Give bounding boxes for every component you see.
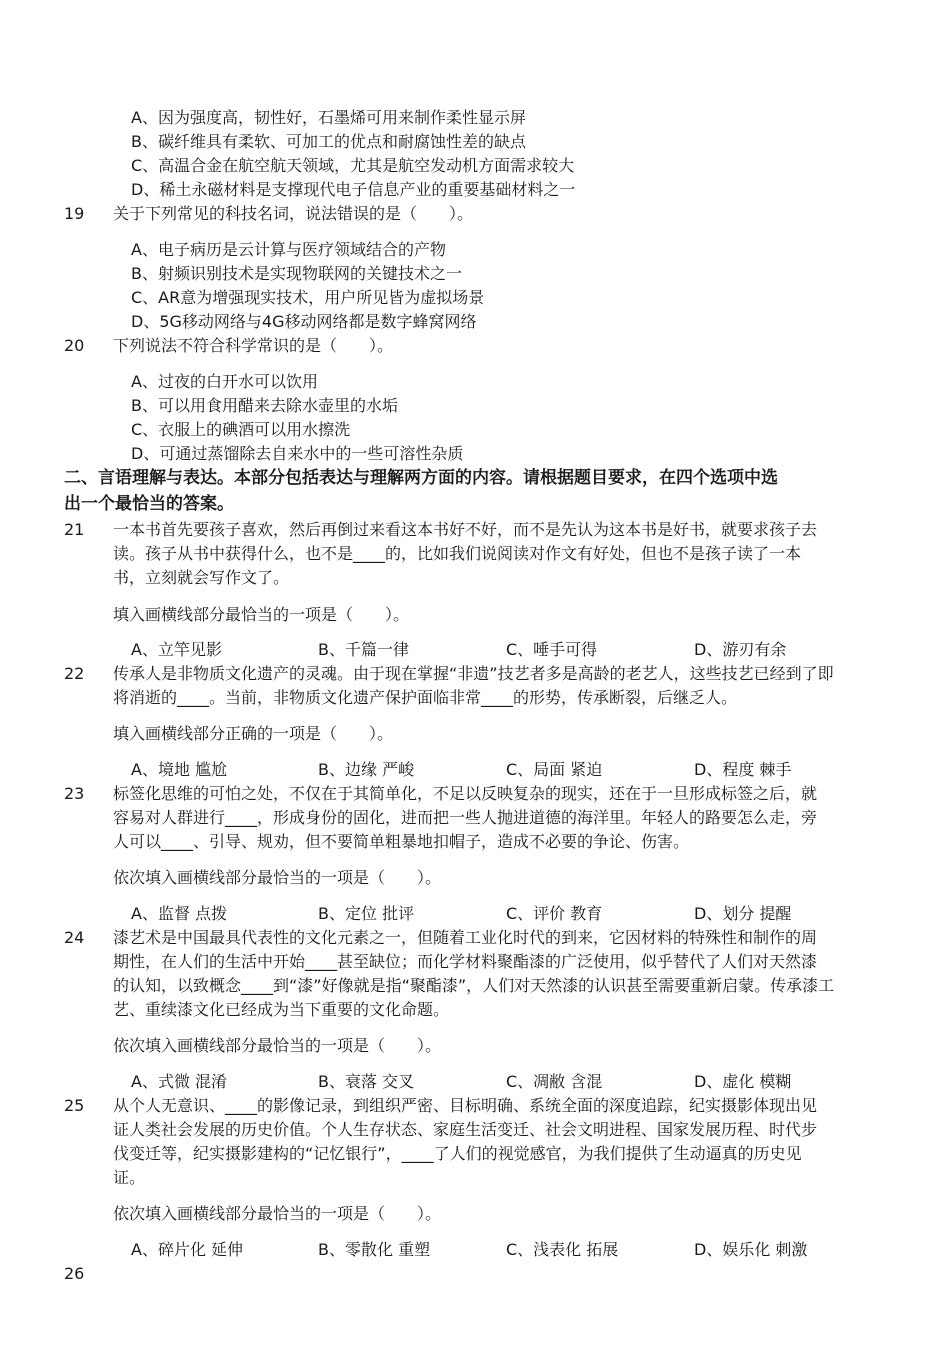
q21-option-a: A、立竿见影 [131, 640, 222, 659]
q22-option-b: B、边缘 严峻 [318, 760, 415, 779]
q23-option-a: A、监督 点拨 [131, 904, 228, 923]
q25-text-line: 从个人无意识、____的影像记录，到组织严密、目标明确、系统全面的深度追踪，纪实摄影体现出见 [113, 1096, 818, 1115]
q25-options [131, 1239, 891, 1261]
q24-option-c: C、凋敝 含混 [506, 1072, 603, 1091]
q25-option-b: B、零散化 重塑 [318, 1240, 431, 1259]
section-heading-line2: 出一个最恰当的答案。 [64, 494, 234, 514]
q21-text-line: 书，立刻就会写作文了。 [113, 568, 290, 587]
q22-options [131, 759, 891, 781]
q24-prompt: 依次填入画横线部分最恰当的一项是（ ）。 [113, 1036, 442, 1055]
q19-option-c: C、AR意为增强现实技术，用户所见皆为虚拟场景 [131, 288, 485, 307]
q19-option-b: B、射频识别技术是实现物联网的关键技术之一 [131, 264, 462, 283]
q24-option-b: B、衰落 交叉 [318, 1072, 415, 1091]
q25-option-c: C、浅表化 拓展 [506, 1240, 619, 1259]
q21-text-line: 一本书首先要孩子喜欢，然后再倒过来看这本书好不好，而不是先认为这本书是好书，就要求孩子去 [113, 520, 818, 539]
q22-option-c: C、局面 紧迫 [506, 760, 603, 779]
q23-prompt: 依次填入画横线部分最恰当的一项是（ ）。 [113, 868, 442, 887]
q24-options [131, 1071, 891, 1093]
q24-option-d: D、虚化 模糊 [694, 1072, 792, 1091]
q25-option-a: A、碎片化 延伸 [131, 1240, 244, 1259]
q21-option-d: D、游刃有余 [694, 640, 787, 659]
q21-option-b: B、千篇一律 [318, 640, 409, 659]
q19-text: 关于下列常见的科技名词，说法错误的是（ ）。 [113, 204, 474, 223]
q20-number: 20 [64, 336, 85, 355]
q22-number: 22 [64, 664, 85, 683]
section-heading-line1: 二、言语理解与表达。本部分包括表达与理解两方面的内容。请根据题目要求，在四个选项中选 [64, 468, 778, 488]
q21-number: 21 [64, 520, 85, 539]
q20-option-b: B、可以用食用醋来去除水壶里的水垢 [131, 396, 398, 415]
q23-option-b: B、定位 批评 [318, 904, 415, 923]
q23-text-line: 容易对人群进行____，形成身份的固化，进而把一些人抛进道德的海洋里。年轻人的路要怎么走，旁 [113, 808, 818, 827]
q25-number: 25 [64, 1096, 85, 1115]
q23-text-line: 标签化思维的可怕之处，不仅在于其简单化，不足以反映复杂的现实，还在于一旦形成标签之后，就 [113, 784, 818, 803]
q19-option-a: A、电子病历是云计算与医疗领域结合的产物 [131, 240, 446, 259]
q18-option-b: B、碳纤维具有柔软、可加工的优点和耐腐蚀性差的缺点 [131, 132, 526, 151]
q24-text-line: 艺、重续漆文化已经成为当下重要的文化命题。 [113, 1000, 450, 1019]
q22-text-line: 传承人是非物质文化遗产的灵魂。由于现在掌握“非遗”技艺者多是高龄的老艺人，这些技艺已经到了即 [113, 664, 834, 683]
q22-text-line: 将消逝的____。当前，非物质文化遗产保护面临非常____的形势，传承断裂，后继乏人。 [113, 688, 738, 707]
q20-option-c: C、衣服上的碘酒可以用水擦洗 [131, 420, 351, 439]
q22-prompt: 填入画横线部分正确的一项是（ ）。 [113, 724, 394, 743]
q23-text-line: 人可以____、引导、规劝，但不要简单粗暴地扣帽子，造成不必要的争论、伤害。 [113, 832, 690, 851]
q19-number: 19 [64, 204, 85, 223]
q24-number: 24 [64, 928, 85, 947]
q20-text: 下列说法不符合科学常识的是（ ）。 [113, 336, 394, 355]
q20-option-a: A、过夜的白开水可以饮用 [131, 372, 318, 391]
q25-text-line: 证。 [113, 1168, 146, 1187]
q25-option-d: D、娱乐化 刺激 [694, 1240, 808, 1259]
q18-option-a: A、因为强度高，韧性好，石墨烯可用来制作柔性显示屏 [131, 108, 526, 127]
q18-option-d: D、稀土永磁材料是支撑现代电子信息产业的重要基础材料之一 [131, 180, 576, 199]
q23-option-c: C、评价 教育 [506, 904, 603, 923]
q21-options [131, 639, 891, 661]
q23-options [131, 903, 891, 925]
q18-option-c: C、高温合金在航空航天领域，尤其是航空发动机方面需求较大 [131, 156, 575, 175]
q26-number: 26 [64, 1264, 85, 1283]
q20-option-d: D、可通过蒸馏除去自来水中的一些可溶性杂质 [131, 444, 464, 463]
q21-prompt: 填入画横线部分最恰当的一项是（ ）。 [113, 605, 410, 624]
q23-number: 23 [64, 784, 85, 803]
q19-option-d: D、5G移动网络与4G移动网络都是数字蜂窝网络 [131, 312, 477, 331]
q21-text-line: 读。孩子从书中获得什么，也不是____的，比如我们说阅读对作文有好处，但也不是孩子读了一本 [113, 544, 802, 563]
q24-option-a: A、式微 混淆 [131, 1072, 228, 1091]
q24-text-line: 漆艺术是中国最具代表性的文化元素之一，但随着工业化时代的到来，它因材料的特殊性和制作的周 [113, 928, 818, 947]
q24-text-line: 期性，在人们的生活中开始____甚至缺位；而化学材料聚酯漆的广泛使用，似乎替代了人们对天然漆 [113, 952, 818, 971]
q22-option-a: A、境地 尴尬 [131, 760, 228, 779]
q24-text-line: 的认知，以致概念____到“漆”好像就是指“聚酯漆”，人们对天然漆的认识甚至需要重新启蒙。传承漆工 [113, 976, 835, 995]
q25-text-line: 伐变迁等，纪实摄影建构的“记忆银行”，____了人们的视觉感官，为我们提供了生动逼真的历史见 [113, 1144, 802, 1163]
q22-option-d: D、程度 棘手 [694, 760, 792, 779]
q21-option-c: C、唾手可得 [506, 640, 598, 659]
q25-prompt: 依次填入画横线部分最恰当的一项是（ ）。 [113, 1204, 442, 1223]
q25-text-line: 证人类社会发展的历史价值。个人生存状态、家庭生活变迁、社会文明进程、国家发展历程、时代步 [113, 1120, 818, 1139]
q23-option-d: D、划分 提醒 [694, 904, 792, 923]
